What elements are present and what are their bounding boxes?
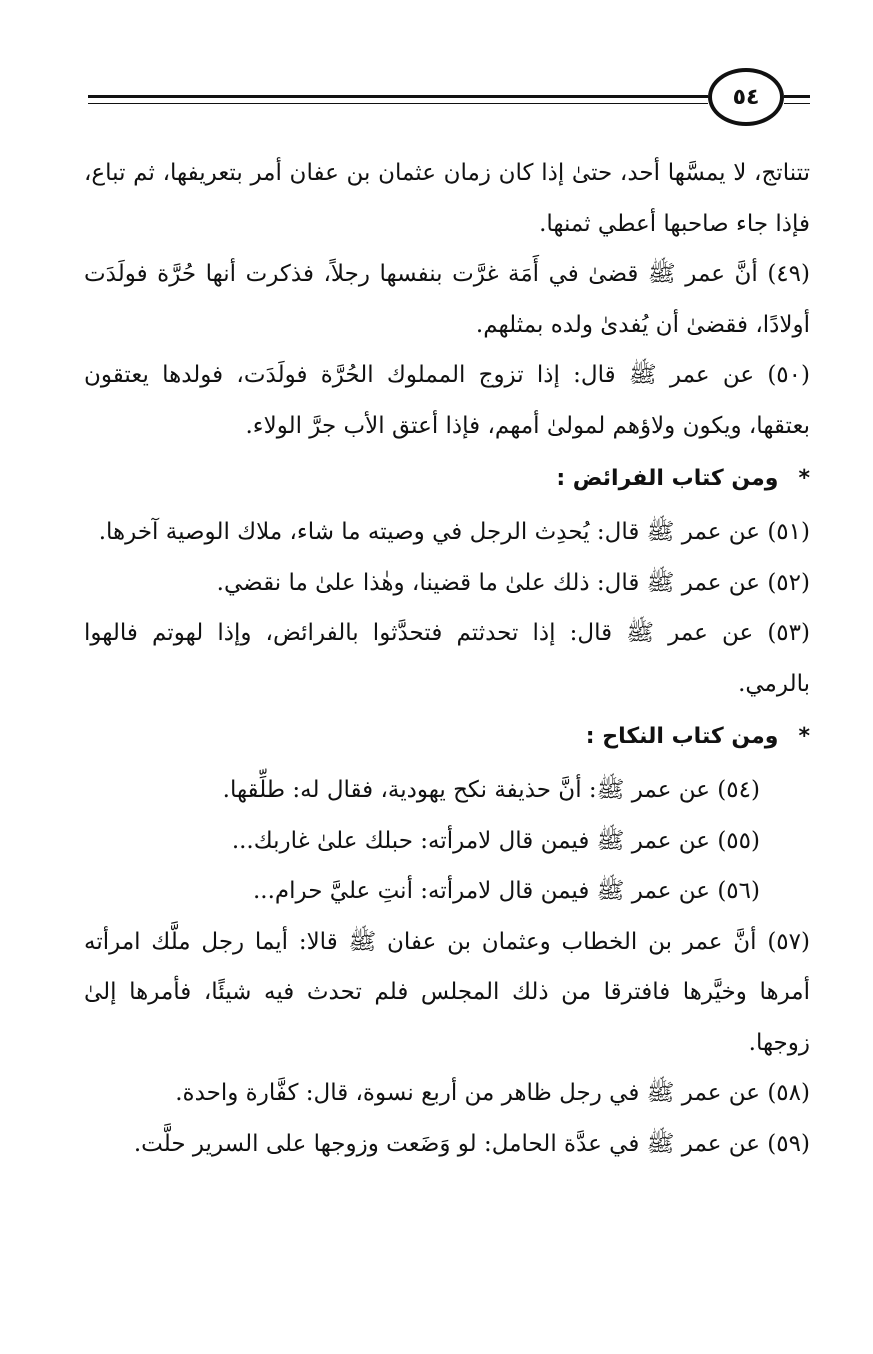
section-star-marker: *: [798, 724, 810, 749]
text-paragraph: تتناتج، لا يمسَّها أحد، حتىٰ إذا كان زمان عثمان بن عفان أمر بتعريفها، ثم تباع، فإذا جاء صاحبها أعطي ثمنها.: [84, 160, 810, 237]
text-paragraph: (٥٨) عن عمر ﷺ في رجل ظاهر من أربع نسوة، قال: كفَّارة واحدة.: [175, 1080, 810, 1106]
section-heading-text: ومن كتاب الفرائض :: [556, 466, 779, 491]
text-paragraph: (٥٢) عن عمر ﷺ قال: ذلك علىٰ ما قضينا، وهٰذا علىٰ ما نقضي.: [216, 569, 810, 596]
text-paragraph: (٥١) عن عمر ﷺ قال: يُحدِث الرجل في وصيته ما شاء، ملاك الوصية آخرها.: [98, 519, 810, 545]
page-number-badge: [708, 68, 784, 126]
page-header: [88, 68, 810, 130]
header-rule-thick-right: [784, 95, 810, 98]
header-rule-thin: [88, 103, 708, 104]
text-paragraph: (٤٩) أنَّ عمر ﷺ قضىٰ في أَمَة غرَّت بنفسها رجلاً، فذكرت أنها حُرَّة فولَدَت أولادًا، فقضىٰ أن يُفدىٰ ولده بمثلهم.: [84, 261, 810, 338]
text-paragraph: (٥٦) عن عمر ﷺ فيمن قال لامرأته: أنتِ عليَّ حرام...: [252, 878, 760, 904]
text-paragraph: (٥٥) عن عمر ﷺ فيمن قال لامرأته: حبلك علىٰ غاربك...: [231, 827, 760, 854]
text-paragraph: (٥٩) عن عمر ﷺ في عدَّة الحامل: لو وَضَعت وزوجها على السرير حلَّت.: [133, 1130, 810, 1157]
text-paragraph: (٥٠) عن عمر ﷺ قال: إذا تزوج المملوك الحُرَّة فولَدَت، فولدها يعتقون بعتقها، ويكون ولاؤهم لمولىٰ أمهم، فإذا أعتق الأب جرَّ الولاء.: [84, 362, 810, 439]
section-heading: [84, 709, 810, 765]
section-star-marker: *: [798, 466, 810, 491]
page-number: ٥٤: [732, 84, 760, 110]
text-paragraph: (٥٤) عن عمر ﷺ: أنَّ حذيفة نكح يهودية، فقال له: طلِّقها.: [222, 777, 760, 803]
header-rule-thin-right: [784, 103, 810, 104]
section-heading: [84, 451, 810, 507]
header-rule-thick: [88, 95, 708, 98]
text-paragraph: (٥٧) أنَّ عمر بن الخطاب وعثمان بن عفان ﷺ قالا: أيما رجل ملَّك امرأته أمرها وخيَّرها فافترقا من ذلك المجلس فلم تحدث فيه شيئًا، فأمرها إلىٰ زوجها.: [84, 928, 810, 1056]
section-heading-text: ومن كتاب النكاح :: [585, 724, 779, 749]
text-paragraph: (٥٣) عن عمر ﷺ قال: إذا تحدثتم فتحدَّثوا بالفرائض، وإذا لهوتم فالهوا بالرمي.: [84, 620, 810, 697]
page-body: [84, 148, 810, 1169]
